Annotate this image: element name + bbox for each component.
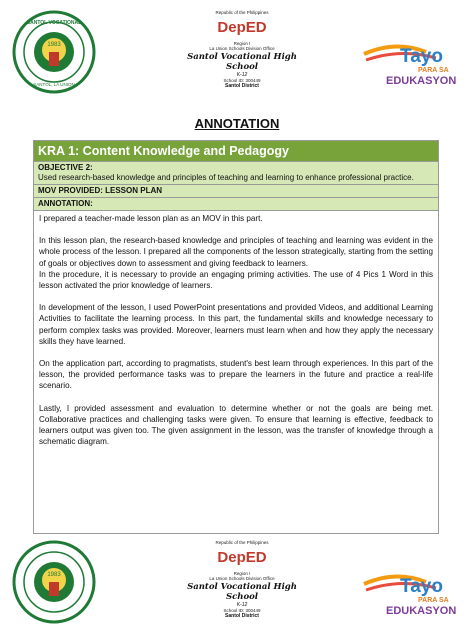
- letterhead-center: [176, 540, 308, 619]
- k12-text: K-12: [236, 601, 248, 608]
- school-id-text: School ID: 300449: [223, 77, 261, 83]
- svg-text:SANTOL, LA UNION: SANTOL, LA UNION: [33, 82, 75, 87]
- tayo-para-sa-edukasyon-logo: [356, 34, 468, 100]
- svg-text:Tayo: Tayo: [400, 46, 443, 67]
- deped-logo: [206, 18, 278, 36]
- annotation-paragraph: Lastly, I provided assessment and evaluation to determine whether or not the goals are being met. Collaborative practices and challenging tasks were given. To ensure that learning is effective, feedback to learners output was given too. The given assignment in the lesson, was the transfer of knowledge through a schematic diagram.: [39, 403, 433, 447]
- svg-text:EDUKASYON: EDUKASYON: [386, 605, 457, 617]
- school-seal-logo: [12, 10, 96, 94]
- district-text: Santol District: [225, 83, 259, 89]
- school-name: Santol Vocational High School: [187, 51, 297, 72]
- svg-text:1983: 1983: [47, 42, 61, 48]
- svg-text:DepED: DepED: [217, 18, 267, 36]
- objective-label: OBJECTIVE 2:: [38, 163, 93, 172]
- annotation-label-row: ANNOTATION:: [34, 197, 438, 210]
- region-text: Region I: [233, 570, 251, 576]
- letterhead-footer: [0, 530, 474, 632]
- svg-text:DepED: DepED: [217, 548, 267, 566]
- annotation-table: [33, 140, 439, 534]
- annotation-paragraph: In the procedure, it is necessary to provide an engaging priming activities. The use of 4 Pics 1 Word in this lesson activated the prior knowledge of learners.: [39, 269, 433, 291]
- objective-text: Used research-based knowledge and principles of teaching and learning to enhance professional practice.: [38, 173, 414, 182]
- letterhead-center: [176, 10, 308, 89]
- annotation-paragraph: In this lesson plan, the research-based knowledge and principles of teaching and learning was evident in the whole process of the lesson. I prepared all the components of the lesson strategically, starting from the setting of goals or objectives down to assessment and giving feedback to learners.: [39, 236, 433, 268]
- svg-text:PARA SA: PARA SA: [418, 67, 449, 74]
- republic-text: Republic of the Philippines: [215, 10, 269, 15]
- annotation-paragraph: On the application part, according to pragmatists, student's best learn through experiences. In this part of the lesson, the provided performance tasks was to prepare the learners in the future and practice a real-life scenario.: [39, 359, 433, 391]
- svg-text:1983: 1983: [47, 572, 61, 578]
- annotation-body: [34, 210, 438, 447]
- school-id-text: School ID: 300449: [223, 607, 261, 613]
- annotation-paragraph: I prepared a teacher-made lesson plan as an MOV in this part.: [39, 214, 263, 223]
- division-text: La Union Schools Division Office: [209, 576, 275, 581]
- deped-logo: [206, 548, 278, 566]
- region-text: Region I: [233, 40, 251, 46]
- school-name: Santol Vocational High School: [187, 581, 297, 602]
- letterhead-header: [0, 0, 474, 104]
- svg-text:PARA SA: PARA SA: [418, 597, 449, 604]
- page-title: ANNOTATION: [194, 116, 280, 131]
- svg-text:EDUKASYON: EDUKASYON: [386, 75, 457, 87]
- school-seal-logo: [12, 540, 96, 624]
- annotation-paragraph: In development of the lesson, I used PowerPoint presentations and provided Videos, and additional Learning Activities to facilitate the learning process. In this part, the fundamental skills and knowledge necessary to perform complex tasks was provided. Moreover, learners must learn when and how they apply the necessary skills they have learned.: [39, 303, 433, 346]
- objective-row: [34, 161, 438, 184]
- svg-text:SANTOL VOCATIONAL: SANTOL VOCATIONAL: [26, 20, 82, 26]
- district-text: Santol District: [225, 613, 259, 619]
- kra-heading: KRA 1: Content Knowledge and Pedagogy: [34, 141, 438, 161]
- tayo-para-sa-edukasyon-logo: [356, 564, 468, 630]
- republic-text: Republic of the Philippines: [215, 540, 269, 545]
- mov-row: MOV PROVIDED: LESSON PLAN: [34, 184, 438, 197]
- k12-text: K-12: [236, 71, 248, 78]
- division-text: La Union Schools Division Office: [209, 46, 275, 51]
- svg-text:Tayo: Tayo: [400, 576, 443, 597]
